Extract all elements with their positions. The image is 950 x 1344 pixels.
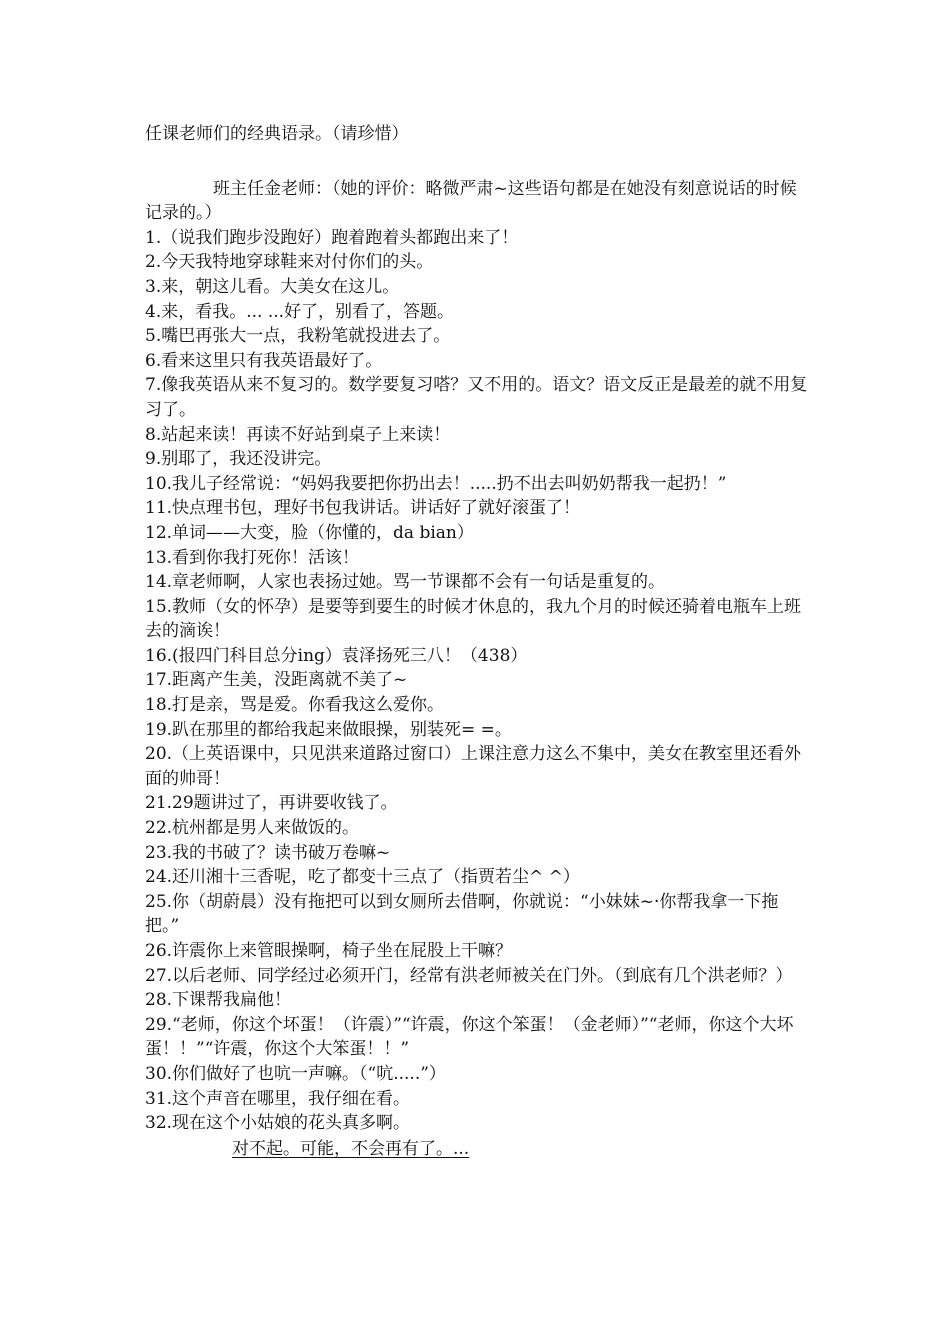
list-item: 14.章老师啊，人家也表扬过她。骂一节课都不会有一句话是重复的。 [145, 572, 666, 593]
intro-paragraph: 班主任金老师：（她的评价：略微严肃~这些语句都是在她没有刻意说话的时候记录的。） [145, 178, 797, 224]
list-item: 24.还川湘十三香呢，吃了都变十三点了（指贾若尘^ ^） [145, 867, 580, 888]
list-item: 22.杭州都是男人来做饭的。 [145, 818, 360, 839]
list-item: 15.教师（女的怀孕）是要等到要生的时候才休息的，我九个月的时候还骑着电瓶车上班去的滴诶！ [145, 596, 802, 642]
list-item: 31.这个声音在哪里，我仔细在看。 [145, 1088, 411, 1109]
list-item: 26.许震你上来管眼操啊，椅子坐在屁股上干嘛？ [145, 941, 513, 961]
list-item: 29.“老师，你这个坏蛋！（许震）”“许震，你这个笨蛋！（金老师）”“老师，你这个大坏蛋！！”“许震，你这个大笨蛋！！” [145, 1014, 794, 1060]
list-item: 19.趴在那里的都给我起来做眼操，别装死= =。 [145, 719, 512, 740]
closing-line: 对不起。可能，不会再有了。... [232, 1138, 470, 1159]
list-item: 32.现在这个小姑娘的花头真多啊。 [145, 1113, 411, 1134]
list-item: 12.单词——大变，脸（你懂的，da bian） [145, 522, 474, 543]
list-item: 3.来，朝这儿看。大美女在这儿。 [145, 276, 400, 297]
document-title: 任课老师们的经典语录。（请珍惜） [145, 124, 409, 144]
list-item: 10.我儿子经常说：“妈妈我要把你扔出去！.....扔不出去叫奶奶帮我一起扔！” [145, 473, 727, 494]
list-item: 1.（说我们跑步没跑好）跑着跑着头都跑出来了！ [145, 227, 519, 248]
list-item: 21.29题讲过了，再讲要收钱了。 [145, 793, 398, 814]
list-item: 17.距离产生美，没距离就不美了~ [145, 670, 408, 691]
list-item: 7.像我英语从来不复习的。数学要复习嗒？又不用的。语文？语文反正是最差的就不用复习了。 [145, 375, 808, 420]
document-body [145, 122, 810, 1161]
list-item: 13.看到你我打死你！活该！ [145, 547, 360, 568]
list-item: 8.站起来读！再读不好站到桌子上来读！ [145, 424, 451, 445]
list-item: 4.来，看我。... ...好了，别看了，答题。 [145, 301, 455, 322]
list-item: 18.打是亲，骂是爱。你看我这么爱你。 [145, 695, 445, 716]
list-item: 25.你（胡蔚晨）没有拖把可以到女厕所去借啊，你就说：“小妹妹~·你帮我拿一下拖把。” [145, 891, 779, 937]
list-item: 27.以后老师、同学经过必须开门，经常有洪老师被关在门外。（到底有几个洪老师？） [145, 965, 793, 986]
list-item: 2.今天我特地穿球鞋来对付你们的头。 [145, 252, 434, 273]
list-item: 23.我的书破了？读书破万卷嘛~ [145, 842, 391, 863]
list-item: 11.快点理书包，理好书包我讲话。讲话好了就好滚蛋了！ [145, 498, 581, 519]
list-item: 16.(报四门科目总分ing）袁泽扬死三八！（438） [145, 645, 528, 666]
list-item: 6.看来这里只有我英语最好了。 [145, 350, 383, 371]
list-item: 30.你们做好了也吭一声嘛。（“吭.....”） [145, 1063, 446, 1084]
list-item: 28.下课帮我扁他！ [145, 990, 292, 1011]
list-item: 20.（上英语课中，只见洪来道路过窗口）上课注意力这么不集中，美女在教室里还看外面的帅哥！ [145, 744, 802, 789]
quote-list [145, 226, 810, 1136]
list-item: 9.别耶了，我还没讲完。 [145, 449, 332, 470]
list-item: 5.嘴巴再张大一点，我粉笔就投进去了。 [145, 326, 451, 347]
